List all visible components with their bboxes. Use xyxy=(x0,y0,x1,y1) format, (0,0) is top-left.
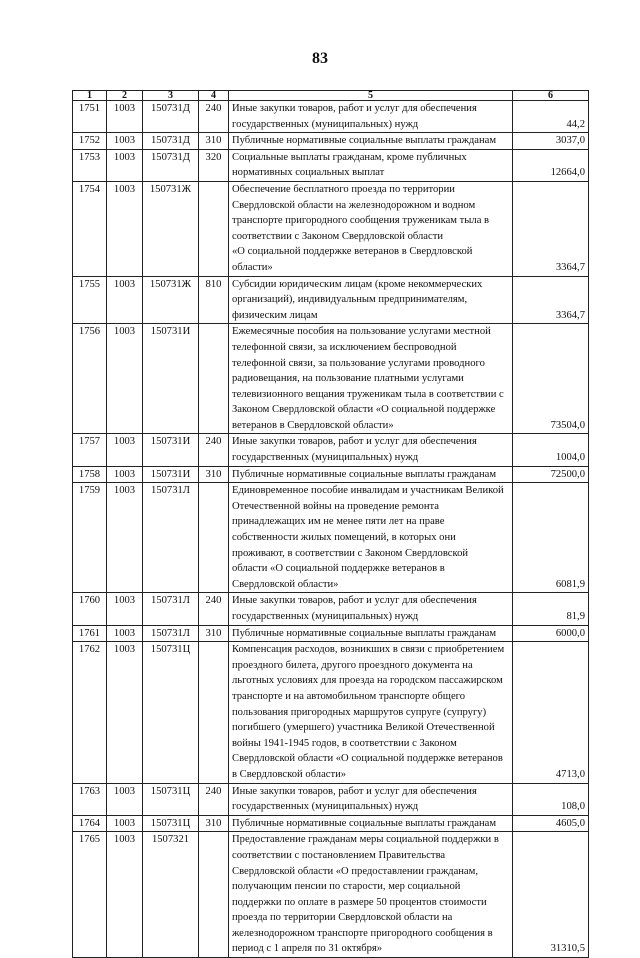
expense-type-cell xyxy=(199,181,229,276)
row-number-cell: 1757 xyxy=(73,434,107,466)
row-number-cell: 1764 xyxy=(73,815,107,832)
section-cell: 1003 xyxy=(107,133,143,150)
row-number-cell: 1762 xyxy=(73,642,107,783)
target-code-cell: 150731И xyxy=(143,466,199,483)
description-line: войны 1941-1945 годов, в соответствии с Законом xyxy=(232,737,457,749)
row-number-cell: 1759 xyxy=(73,483,107,593)
section-cell: 1003 xyxy=(107,466,143,483)
description-cell xyxy=(229,101,513,133)
target-code-cell: 150731Л xyxy=(143,593,199,625)
column-header: 4 xyxy=(199,91,229,101)
description-cell xyxy=(229,625,513,642)
description-line: телефонной связи, за пользование услугами проводного xyxy=(232,357,485,369)
description-cell xyxy=(229,466,513,483)
expense-type-cell: 310 xyxy=(199,133,229,150)
expense-type-cell: 240 xyxy=(199,101,229,133)
description-line: Публичные нормативные социальные выплаты гражданам xyxy=(232,817,497,829)
row-number-cell: 1755 xyxy=(73,276,107,324)
description-line: принадлежащих им не менее пяти лет на праве xyxy=(232,516,445,528)
expense-type-cell xyxy=(199,832,229,958)
description-line: Субсидии юридическим лицам (кроме некоммерческих xyxy=(232,278,483,290)
table-row xyxy=(73,832,589,958)
target-code-cell: 150731Д xyxy=(143,133,199,150)
description-line: области» xyxy=(232,261,273,273)
description-line: Ежемесячные пособия на пользование услугами местной xyxy=(232,326,491,338)
target-code-cell: 150731Ц xyxy=(143,783,199,815)
description-line: государственных (муниципальных) нужд xyxy=(232,801,419,813)
table-row xyxy=(73,625,589,642)
row-number-cell: 1761 xyxy=(73,625,107,642)
description-line: получающим пенсии по старости, мер социальной xyxy=(232,881,461,893)
description-line: Свердловской области «О социальной поддержке ветеранов xyxy=(232,753,503,765)
description-line: Публичные нормативные социальные выплаты гражданам xyxy=(232,627,497,639)
table-row xyxy=(73,101,589,133)
amount-cell: 81,9 xyxy=(513,593,589,625)
target-code-cell: 150731Л xyxy=(143,483,199,593)
description-line: телевизионного вещания труженикам тыла в соответствии с xyxy=(232,388,504,400)
description-line: проживают, в соответствии с Законом Свердловской xyxy=(232,547,469,559)
description-line: Публичные нормативные социальные выплаты гражданам xyxy=(232,468,497,480)
description-cell xyxy=(229,324,513,434)
description-line: нормативных социальных выплат xyxy=(232,167,385,179)
target-code-cell: 150731Ц xyxy=(143,642,199,783)
description-line: соответствии с постановлением Правительства xyxy=(232,849,446,861)
description-line: государственных (муниципальных) нужд xyxy=(232,611,419,622)
column-header: 5 xyxy=(229,91,513,101)
target-code-cell: 150731Л xyxy=(143,625,199,642)
row-number-cell: 1765 xyxy=(73,832,107,958)
section-cell: 1003 xyxy=(107,101,143,133)
amount-cell: 12664,0 xyxy=(513,149,589,181)
description-line: телефонной связи, за исключением беспроводной xyxy=(232,341,457,353)
description-line: Отечественной войны на проведение ремонта xyxy=(232,500,439,512)
expense-type-cell: 310 xyxy=(199,815,229,832)
section-cell: 1003 xyxy=(107,276,143,324)
expense-type-cell xyxy=(199,642,229,783)
description-line: Публичные нормативные социальные выплаты гражданам xyxy=(232,135,497,147)
description-line: Единовременное пособие инвалидам и участникам Великой xyxy=(232,485,504,497)
description-cell xyxy=(229,642,513,783)
amount-cell: 6000,0 xyxy=(513,625,589,642)
row-number-cell: 1752 xyxy=(73,133,107,150)
table-row xyxy=(73,324,589,434)
table-row xyxy=(73,181,589,276)
description-line: Законом Свердловской области «О социальной поддержке xyxy=(232,404,496,416)
amount-cell: 3364,7 xyxy=(513,276,589,324)
description-line: Социальные выплаты гражданам, кроме публичных xyxy=(232,151,467,163)
description-line: Свердловской области «О предоставлении гражданам, xyxy=(232,865,478,877)
section-cell: 1003 xyxy=(107,593,143,625)
description-cell xyxy=(229,434,513,466)
table-row xyxy=(73,642,589,783)
header-row xyxy=(73,91,589,101)
row-number-cell: 1760 xyxy=(73,593,107,625)
amount-cell: 44,2 xyxy=(513,101,589,133)
section-cell: 1003 xyxy=(107,815,143,832)
description-cell xyxy=(229,832,513,958)
column-header: 3 xyxy=(143,91,199,101)
description-cell xyxy=(229,149,513,181)
description-line: Предоставление гражданам меры социальной поддержки в xyxy=(232,834,499,846)
expense-type-cell: 310 xyxy=(199,625,229,642)
description-line: Свердловской области на железнодорожном и водном xyxy=(232,199,476,211)
table-row xyxy=(73,149,589,181)
description-line: транспорте пригородного сообщения труженикам тыла в xyxy=(232,215,490,227)
page-number: 83 xyxy=(312,50,328,67)
description-line: Иные закупки товаров, работ и услуг для обеспечения xyxy=(232,785,477,797)
amount-cell: 3037,0 xyxy=(513,133,589,150)
target-code-cell: 150731И xyxy=(143,434,199,466)
description-line: транспорте и на автомобильном транспорте общего xyxy=(232,690,466,702)
amount-cell: 108,0 xyxy=(513,783,589,815)
description-line: погибшего (умершего) участника Великой Отечественной xyxy=(232,722,495,734)
description-line: радиовещания, на пользование платными услугами xyxy=(232,373,464,385)
section-cell: 1003 xyxy=(107,483,143,593)
column-header: 1 xyxy=(73,91,107,101)
description-line: Обеспечение бесплатного проезда по территории xyxy=(232,183,455,195)
description-cell xyxy=(229,276,513,324)
description-cell xyxy=(229,593,513,625)
description-cell xyxy=(229,815,513,832)
target-code-cell: 150731Д xyxy=(143,149,199,181)
section-cell: 1003 xyxy=(107,625,143,642)
table-row xyxy=(73,815,589,832)
description-line: области «О социальной поддержке ветеранов в xyxy=(232,563,445,575)
description-cell xyxy=(229,133,513,150)
description-line: соответствии с Законом Свердловской области xyxy=(232,230,444,242)
amount-cell: 1004,0 xyxy=(513,434,589,466)
target-code-cell: 150731Д xyxy=(143,101,199,133)
budget-table xyxy=(72,90,589,958)
table-row xyxy=(73,276,589,324)
description-line: организаций), индивидуальным предпринимателям, xyxy=(232,294,468,306)
expense-type-cell: 240 xyxy=(199,593,229,625)
amount-cell: 4605,0 xyxy=(513,815,589,832)
expense-type-cell xyxy=(199,483,229,593)
row-number-cell: 1756 xyxy=(73,324,107,434)
description-line: пользования пригородных маршрутов супруге (супругу) xyxy=(232,706,487,718)
section-cell: 1003 xyxy=(107,149,143,181)
section-cell: 1003 xyxy=(107,832,143,958)
description-line: Иные закупки товаров, работ и услуг для обеспечения xyxy=(232,436,477,448)
amount-cell: 3364,7 xyxy=(513,181,589,276)
section-cell: 1003 xyxy=(107,181,143,276)
description-cell xyxy=(229,783,513,815)
expense-type-cell: 810 xyxy=(199,276,229,324)
description-line: железнодорожном транспорте пригородного сообщения в xyxy=(232,927,493,939)
description-line: ветеранов в Свердловской области» xyxy=(232,419,394,431)
amount-cell: 6081,9 xyxy=(513,483,589,593)
column-header: 2 xyxy=(107,91,143,101)
description-line: проезда по территории Свердловской области на xyxy=(232,912,453,924)
section-cell: 1003 xyxy=(107,434,143,466)
column-header: 6 xyxy=(513,91,589,101)
target-code-cell: 150731Ж xyxy=(143,181,199,276)
description-line: «О социальной поддержке ветеранов в Свердловской xyxy=(232,246,473,258)
target-code-cell: 150731И xyxy=(143,324,199,434)
description-line: физическим лицам xyxy=(232,309,318,321)
expense-type-cell: 310 xyxy=(199,466,229,483)
section-cell: 1003 xyxy=(107,642,143,783)
description-line: государственных (муниципальных) нужд xyxy=(232,118,419,130)
amount-cell: 72500,0 xyxy=(513,466,589,483)
section-cell: 1003 xyxy=(107,783,143,815)
expense-type-cell: 240 xyxy=(199,434,229,466)
description-line: проездного билета, другого проездного документа на xyxy=(232,659,473,671)
row-number-cell: 1754 xyxy=(73,181,107,276)
description-line: собственности жилых помещений, в которых они xyxy=(232,532,456,544)
target-code-cell: 150731Ц xyxy=(143,815,199,832)
amount-cell: 31310,5 xyxy=(513,832,589,958)
table-row xyxy=(73,593,589,625)
description-line: льготных условиях для проезда на городском пассажирском xyxy=(232,675,503,687)
table-row xyxy=(73,783,589,815)
amount-cell: 73504,0 xyxy=(513,324,589,434)
description-line: государственных (муниципальных) нужд xyxy=(232,452,419,464)
description-cell xyxy=(229,483,513,593)
target-code-cell: 1507321 xyxy=(143,832,199,958)
table-row xyxy=(73,483,589,593)
table-row xyxy=(73,466,589,483)
description-line: в Свердловской области» xyxy=(232,768,347,780)
description-line: Компенсация расходов, возникших в связи с приобретением xyxy=(232,644,505,656)
description-line: период с 1 апреля по 31 октября» xyxy=(232,943,383,955)
target-code-cell: 150731Ж xyxy=(143,276,199,324)
description-line: поддержки по оплате в размере 50 процентов стоимости xyxy=(232,896,487,908)
table-row xyxy=(73,434,589,466)
description-line: Иные закупки товаров, работ и услуг для обеспечения xyxy=(232,595,477,607)
expense-type-cell: 240 xyxy=(199,783,229,815)
row-number-cell: 1753 xyxy=(73,149,107,181)
description-cell xyxy=(229,181,513,276)
table-row xyxy=(73,133,589,150)
row-number-cell: 1763 xyxy=(73,783,107,815)
description-line: Иные закупки товаров, работ и услуг для обеспечения xyxy=(232,103,477,114)
expense-type-cell: 320 xyxy=(199,149,229,181)
amount-cell: 4713,0 xyxy=(513,642,589,783)
expense-type-cell xyxy=(199,324,229,434)
section-cell: 1003 xyxy=(107,324,143,434)
description-line: Свердловской области» xyxy=(232,578,339,590)
row-number-cell: 1758 xyxy=(73,466,107,483)
row-number-cell: 1751 xyxy=(73,101,107,133)
